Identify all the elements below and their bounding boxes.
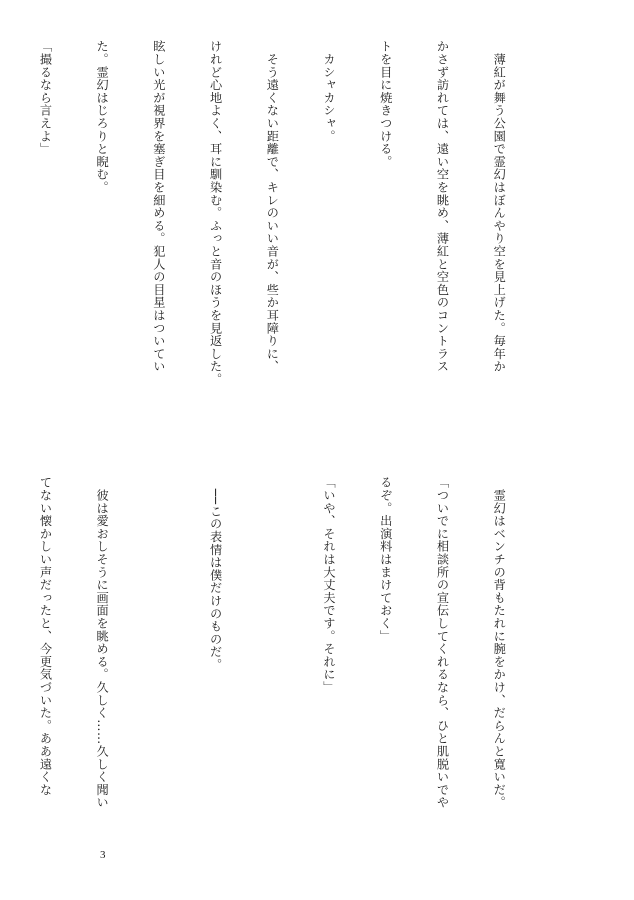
- text-line: てない懐かしい声だったと、今更気づいた。ああ遠くな: [38, 476, 53, 796]
- dialogue-line: 「いや、それは大丈夫です。それに」: [322, 476, 337, 694]
- text-line: トを目に焼きつける。: [378, 40, 393, 168]
- dialogue-line: 「ついでに相談所の宣伝してくれるなら、ひと肌脱いでや: [435, 476, 450, 809]
- top-text-section: [38, 40, 546, 440]
- text-line: けれど心地よく、耳に馴染む。ふっと音のほうを見返した。: [208, 40, 223, 386]
- text-line: カシャカシャ。: [322, 40, 337, 143]
- dialogue-line: 「撮るなら言えよ」: [38, 40, 53, 156]
- dialogue-line: るぞ。出演料はまけておく」: [378, 476, 393, 643]
- text-line: 霊幻はベンチの背もたれに腕をかけ、だらんと寛いだ。: [492, 476, 507, 809]
- text-line: ──この表情は僕だけのものだ。: [208, 476, 223, 672]
- text-line: 眩しい光が視界を塞ぎ目を細める。犯人の目星はついてい: [151, 40, 166, 373]
- blank-line: [149, 476, 168, 876]
- page-number: 3: [100, 849, 106, 861]
- text-line: 彼は愛おしそうに画面を眺める。久しく……久しく聞い: [95, 476, 110, 809]
- text-line: た。霊幻はじろりと睨む。: [95, 40, 110, 194]
- text-line: かさず訪れては、遠い空を眺め、薄紅と空色のコントラス: [435, 40, 450, 373]
- blank-line: [262, 476, 281, 876]
- bottom-text-section: [38, 476, 546, 876]
- text-line: 薄紅が舞う公園で霊幻はぼんやり空を見上げた。毎年か: [492, 40, 507, 373]
- text-line: そう遠くない距離で、キレのいい音が、些か耳障りに、: [265, 40, 280, 373]
